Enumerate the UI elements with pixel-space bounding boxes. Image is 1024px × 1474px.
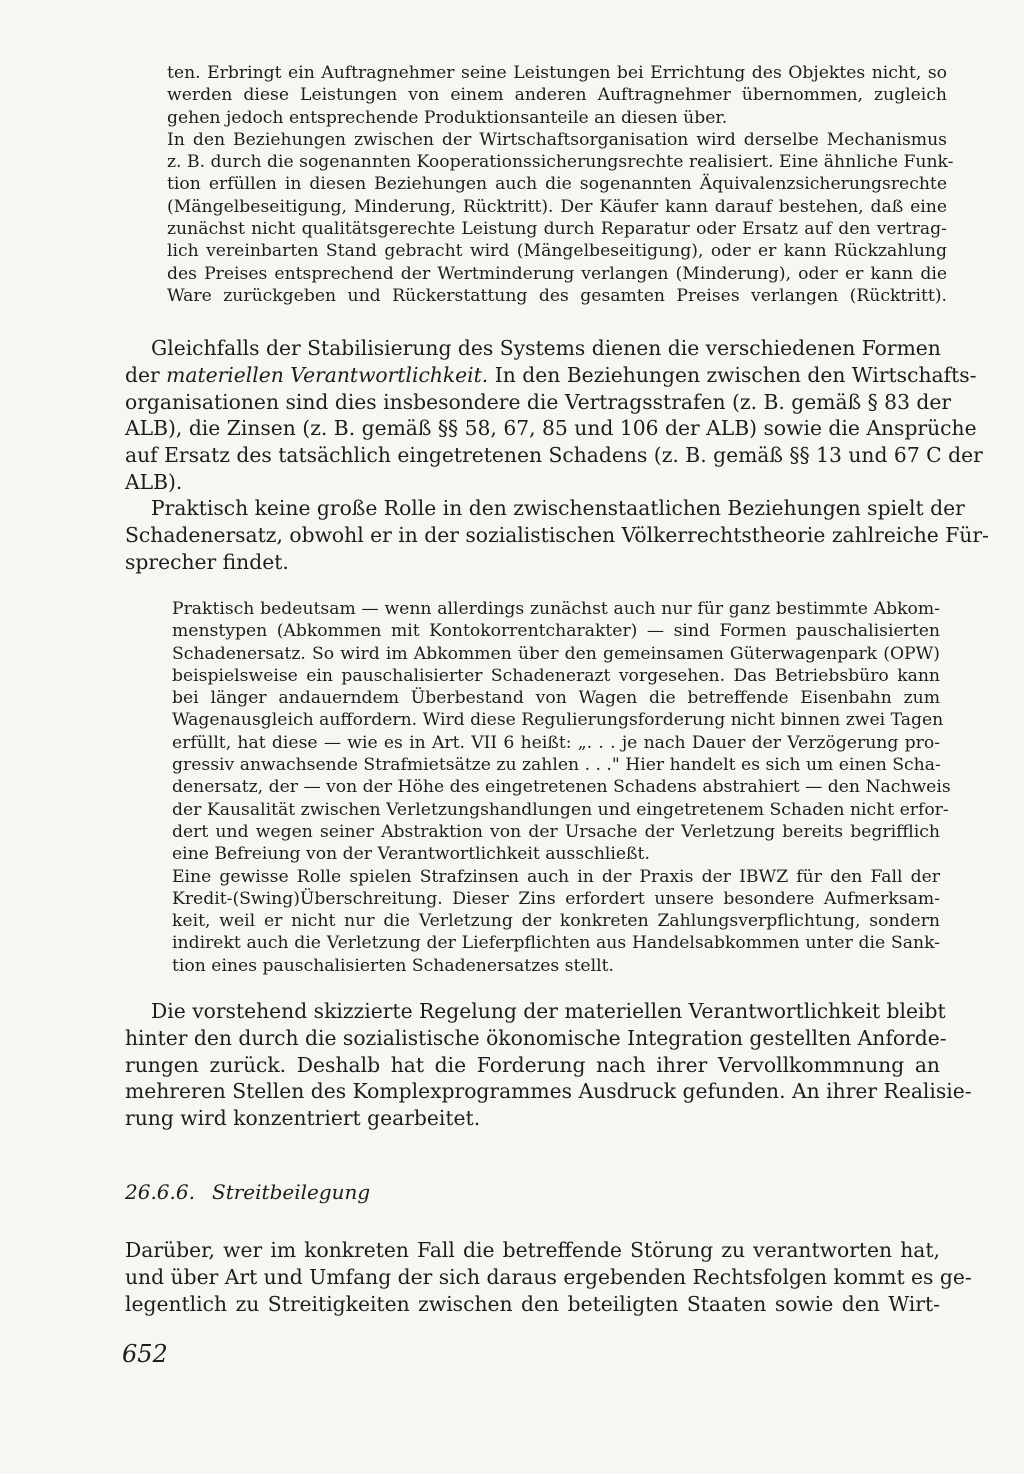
text-line: Schadenersatz. So wird im Abkommen über den gemeinsamen Güterwagenpark (OPW) xyxy=(172,643,940,664)
text-line: Kredit-(Swing)Überschreitung. Dieser Zins erfordert unsere besondere Aufmerksam- xyxy=(172,888,940,909)
text-line: dert und wegen seiner Abstraktion von der Ursache der Verletzung bereits begrifflich xyxy=(172,821,940,842)
text-line: mehreren Stellen des Komplexprogrammes Ausdruck gefunden. An ihrer Realisie- xyxy=(125,1079,972,1104)
paragraph-materielle-verantwortlichkeit xyxy=(125,335,983,496)
text-line: menstypen (Abkommen mit Kontokorrentcharakter) — sind Formen pauschalisierten xyxy=(172,621,940,642)
text-line: der Kausalität zwischen Verletzungshandlungen und eingetretenem Schaden nicht erfor- xyxy=(172,799,949,820)
text-line: Gleichfalls der Stabilisierung des Systems dienen die verschiedenen Formen xyxy=(151,336,941,360)
text-line: sprecher findet. xyxy=(125,549,289,574)
text-line: ALB), die Zinsen (z. B. gemäß §§ 58, 67, 85 und 106 der ALB) sowie die Ansprüche xyxy=(125,416,977,441)
section-number: 26.6.6. xyxy=(125,1180,195,1204)
text-line: und über Art und Umfang der sich daraus ergebenden Rechtsfolgen kommt es ge- xyxy=(125,1264,972,1289)
text-line: denersatz, der — von der Höhe des eingetretenen Schadens abstrahiert — den Nachweis xyxy=(172,777,951,798)
text-line: zunächst nicht qualitätsgerechte Leistung durch Reparatur oder Ersatz auf den vertrag- xyxy=(167,219,947,240)
text-line: (Mängelbeseitigung, Minderung, Rücktritt). Der Käufer kann darauf bestehen, daß eine xyxy=(167,196,947,217)
text-line: gehen jedoch entsprechende Produktionsanteile an diesen über. xyxy=(167,107,728,128)
text-line: bei länger andauerndem Überbestand von Wagen die betreffende Eisenbahn zum xyxy=(172,688,940,709)
page-number: 652 xyxy=(122,1340,168,1368)
text-line: eine Befreiung von der Verantwortlichkeit ausschließt. xyxy=(172,844,650,865)
text-line: Wagenausgleich auffordern. Wird diese Regulierungsforderung nicht binnen zwei Tagen xyxy=(172,710,944,731)
text-line: keit, weil er nicht nur die Verletzung der konkreten Zahlungsverpflichtung, sondern xyxy=(172,911,940,932)
text-fragment: In den Beziehungen zwischen den Wirtschafts- xyxy=(488,362,977,387)
text-line: des Preises entsprechend der Wertminderung verlangen (Minderung), oder er kann die xyxy=(167,263,947,284)
text-line: gressiv anwachsende Strafmietsätze zu zahlen . . ." Hier handelt es sich um einen Scha- xyxy=(172,755,941,776)
text-line: beispielsweise ein pauschalisierter Schadenerazt vorgesehen. Das Betriebsbüro kann xyxy=(172,665,940,686)
text-fragment: der xyxy=(125,362,167,387)
text-line: werden diese Leistungen von einem anderen Auftragnehmer übernommen, zugleich xyxy=(167,85,947,106)
text-line: rungen zurück. Deshalb hat die Forderung nach ihrer Vervollkommnung an xyxy=(125,1052,940,1077)
text-line: tion eines pauschalisierten Schadenersatzes stellt. xyxy=(172,955,614,976)
text-line: z. B. durch die sogenannten Kooperationssicherungsrechte realisiert. Eine ähnliche Funk- xyxy=(167,152,954,173)
text-line: legentlich zu Streitigkeiten zwischen den beteiligten Staaten sowie den Wirt- xyxy=(125,1291,940,1316)
text-line: Praktisch keine große Rolle in den zwischenstaatlichen Beziehungen spielt der xyxy=(151,496,965,520)
text-line: In den Beziehungen zwischen der Wirtschaftsorganisation wird derselbe Mechanismus xyxy=(167,129,947,150)
text-line: Darüber, wer im konkreten Fall die betreffende Störung zu verantworten hat, xyxy=(125,1238,940,1262)
emphasis-term: materiellen Verantwortlichkeit. xyxy=(166,362,489,387)
paragraph-streitbeilegung xyxy=(125,1237,972,1317)
text-line: lich vereinbarten Stand gebracht wird (Mängelbeseitigung), oder er kann Rückzahlung xyxy=(167,241,947,262)
small-print-block-1 xyxy=(167,62,954,307)
text-line: ALB). xyxy=(125,469,183,494)
small-print-block-2 xyxy=(172,598,951,977)
text-line: ten. Erbringt ein Auftragnehmer seine Leistungen bei Errichtung des Objektes nicht, so xyxy=(167,63,947,83)
paragraph-schadenersatz xyxy=(125,495,989,575)
text-line: Ware zurückgeben und Rückerstattung des gesamten Preises verlangen (Rücktritt). xyxy=(167,285,947,306)
text-line: Schadenersatz, obwohl er in der sozialistischen Völkerrechtstheorie zahlreiche Für- xyxy=(125,522,989,547)
section-title: Streitbeilegung xyxy=(212,1180,371,1204)
text-line: Die vorstehend skizzierte Regelung der materiellen Verantwortlichkeit bleibt xyxy=(151,999,946,1023)
text-line: Eine gewisse Rolle spielen Strafzinsen auch in der Praxis der IBWZ für den Fall der xyxy=(172,866,940,887)
section-heading xyxy=(125,1180,370,1204)
text-line: rung wird konzentriert gearbeitet. xyxy=(125,1106,481,1131)
text-line: auf Ersatz des tatsächlich eingetretenen Schadens (z. B. gemäß §§ 13 und 67 C der xyxy=(125,443,983,468)
text-line: indirekt auch die Verletzung der Lieferpflichten aus Handelsabkommen unter die Sank- xyxy=(172,933,940,954)
text-line xyxy=(125,362,977,389)
paragraph-regelung xyxy=(125,998,972,1132)
text-line: tion erfüllen in diesen Beziehungen auch die sogenannten Äquivalenzsicherungsrechte xyxy=(167,174,947,195)
text-line: Praktisch bedeutsam — wenn allerdings zunächst auch nur für ganz bestimmte Abkom- xyxy=(172,599,940,619)
text-line: organisationen sind dies insbesondere die Vertragsstrafen (z. B. gemäß § 83 der xyxy=(125,389,952,414)
text-line: erfüllt, hat diese — wie es in Art. VII 6 heißt: „. . . je nach Dauer der Verzögerung pro- xyxy=(172,732,940,753)
text-line: hinter den durch die sozialistische ökonomische Integration gestellten Anforde- xyxy=(125,1025,947,1050)
